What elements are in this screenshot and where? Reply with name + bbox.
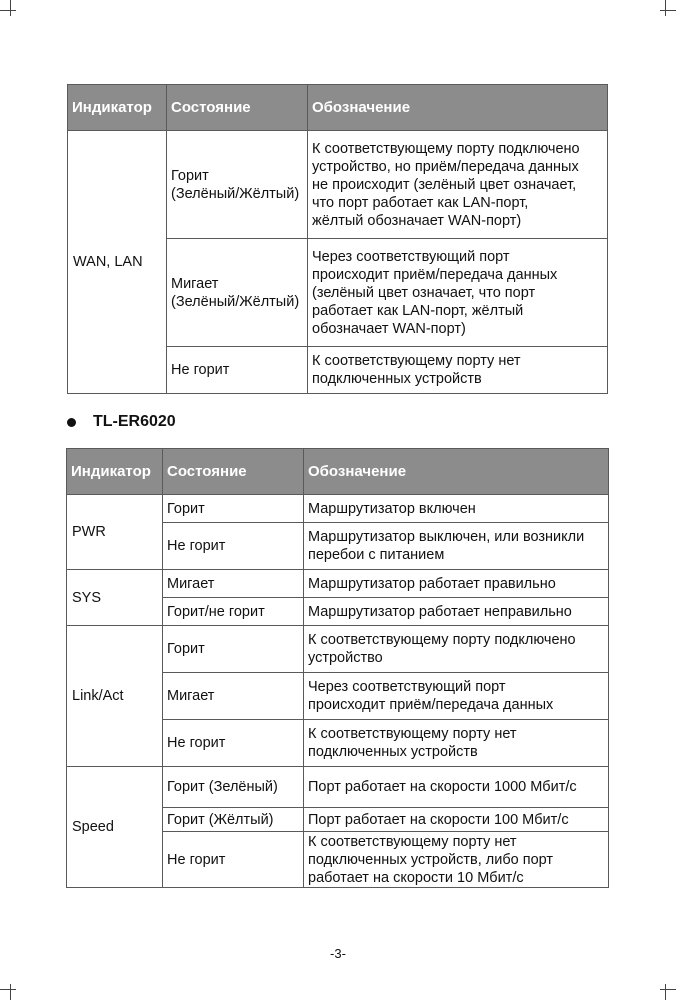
state-cell: Горит [163,495,304,523]
led-table-tl-er6020 [66,448,609,888]
table-row [67,570,609,598]
state-cell: Горит [163,626,304,673]
section-title-text: TL-ER6020 [93,413,176,430]
crop-mark-bottom-left [10,984,11,1000]
state-cell: Горит (Зелёный) [163,767,304,808]
header-state: Состояние [163,449,304,495]
table-header-row [67,449,609,495]
indicator-cell: SYS [67,570,163,626]
header-indicator: Индикатор [68,85,167,131]
crop-mark-bottom-right [660,989,676,990]
crop-mark-top-right [665,0,666,16]
meaning-cell: Через соответствующий порт происходит приём/передача данных [304,673,609,720]
state-cell: Мигает (Зелёный/Жёлтый) [167,239,308,347]
state-cell: Не горит [163,523,304,570]
meaning-cell: Маршрутизатор выключен, или возникли перебои с питанием [304,523,609,570]
table-header-row [68,85,608,131]
meaning-cell: К соответствующему порту нет подключенных устройств [304,720,609,767]
state-cell: Не горит [163,720,304,767]
meaning-cell: К соответствующему порту подключено устройство [304,626,609,673]
indicator-cell: WAN, LAN [68,131,167,394]
meaning-cell: К соответствующему порту нет подключенных устройств [308,347,608,394]
page-number: -3- [330,946,346,961]
state-cell: Горит (Зелёный/Жёлтый) [167,131,308,239]
table-row [68,131,608,239]
meaning-cell: Порт работает на скорости 100 Мбит/с [304,808,609,832]
meaning-cell: Маршрутизатор работает правильно [304,570,609,598]
indicator-cell: Speed [67,767,163,888]
meaning-cell: Через соответствующий порт происходит приём/передача данных (зелёный цвет означает, что порт работает как LAN-порт, жёлтый обозначает WAN-порт) [308,239,608,347]
state-cell: Не горит [167,347,308,394]
header-state: Состояние [167,85,308,131]
meaning-cell: К соответствующему порту нет подключенных устройств, либо порт работает на скорости 10 Мбит/с [304,832,609,888]
crop-mark-top-right [660,10,676,11]
meaning-cell: Маршрутизатор включен [304,495,609,523]
indicator-cell: PWR [67,495,163,570]
header-meaning: Обозначение [308,85,608,131]
state-cell: Мигает [163,673,304,720]
crop-mark-top-left [10,0,11,16]
crop-mark-bottom-right [665,984,666,1000]
table-row [67,495,609,523]
section-title [67,413,176,431]
meaning-cell: Маршрутизатор работает неправильно [304,598,609,626]
crop-mark-bottom-left [0,989,16,990]
table-row [67,626,609,673]
header-meaning: Обозначение [304,449,609,495]
bullet-icon [67,418,76,427]
crop-mark-top-left [0,10,16,11]
meaning-cell: Порт работает на скорости 1000 Мбит/с [304,767,609,808]
state-cell: Горит/не горит [163,598,304,626]
state-cell: Горит (Жёлтый) [163,808,304,832]
meaning-cell: К соответствующему порту подключено устройство, но приём/передача данных не происходит (зелёный цвет означает, что порт работает как LAN-порт, жёлтый обозначает WAN-порт) [308,131,608,239]
state-cell: Не горит [163,832,304,888]
header-indicator: Индикатор [67,449,163,495]
indicator-cell: Link/Act [67,626,163,767]
led-table-wan-lan [67,84,608,394]
table-row [67,767,609,808]
state-cell: Мигает [163,570,304,598]
